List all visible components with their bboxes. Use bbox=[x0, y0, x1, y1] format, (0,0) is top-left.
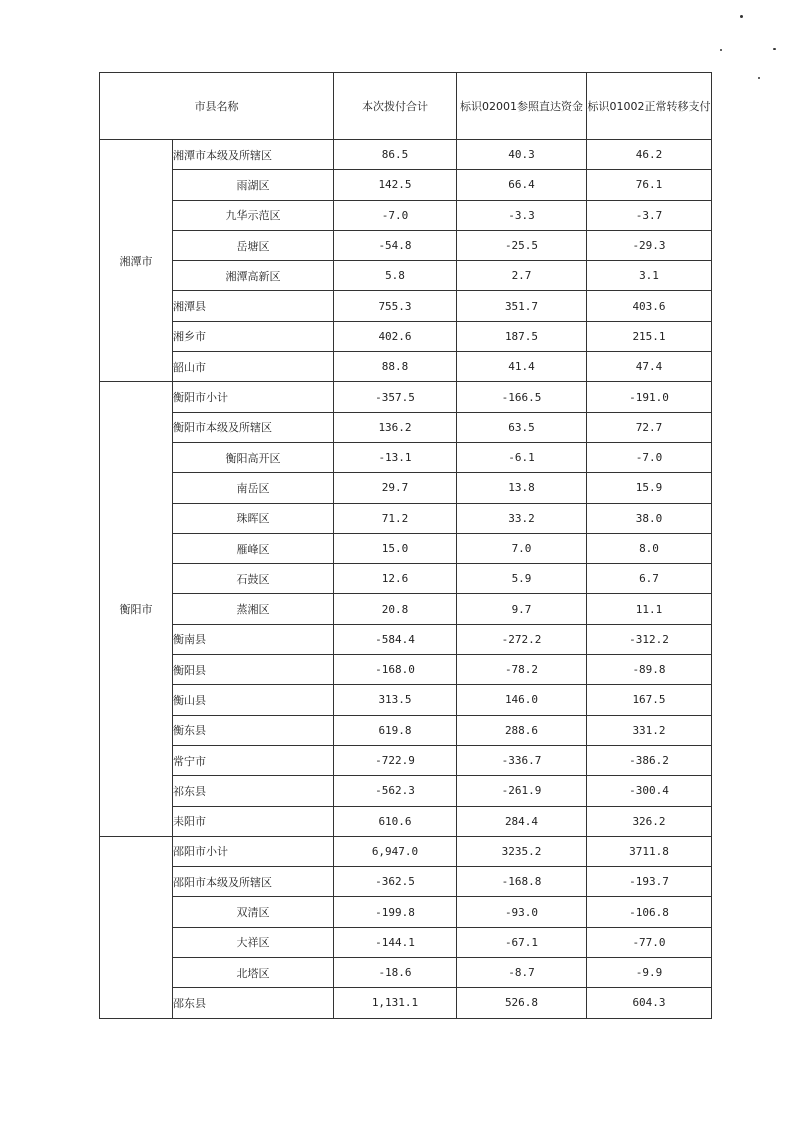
direct-value-cell: 66.4 bbox=[457, 170, 587, 200]
total-value-cell: 610.6 bbox=[334, 806, 457, 836]
total-value-cell: 136.2 bbox=[334, 412, 457, 442]
direct-value-cell: 5.9 bbox=[457, 564, 587, 594]
direct-value-cell: -272.2 bbox=[457, 624, 587, 654]
table-row bbox=[100, 533, 712, 563]
direct-value-cell: 7.0 bbox=[457, 533, 587, 563]
transfer-value-cell: -29.3 bbox=[587, 230, 712, 260]
direct-value-cell: 40.3 bbox=[457, 140, 587, 170]
city-name-cell: 湘潭市 bbox=[100, 140, 173, 382]
district-name-cell: 北塔区 bbox=[173, 958, 334, 988]
table-row bbox=[100, 412, 712, 442]
transfer-value-cell: 47.4 bbox=[587, 352, 712, 382]
transfer-value-cell: 6.7 bbox=[587, 564, 712, 594]
table-row bbox=[100, 442, 712, 472]
transfer-value-cell: 3.1 bbox=[587, 261, 712, 291]
district-name-cell: 珠晖区 bbox=[173, 503, 334, 533]
direct-value-cell: -78.2 bbox=[457, 655, 587, 685]
total-value-cell: 5.8 bbox=[334, 261, 457, 291]
district-name-cell: 衡阳高开区 bbox=[173, 442, 334, 472]
district-name-cell: 祁东县 bbox=[173, 776, 334, 806]
direct-value-cell: 187.5 bbox=[457, 321, 587, 351]
table-row bbox=[100, 624, 712, 654]
total-value-cell: -7.0 bbox=[334, 200, 457, 230]
table-row bbox=[100, 170, 712, 200]
transfer-value-cell: 8.0 bbox=[587, 533, 712, 563]
transfer-value-cell: 46.2 bbox=[587, 140, 712, 170]
district-name-cell: 衡山县 bbox=[173, 685, 334, 715]
direct-value-cell: 9.7 bbox=[457, 594, 587, 624]
district-name-cell: 湘乡市 bbox=[173, 321, 334, 351]
transfer-value-cell: 331.2 bbox=[587, 715, 712, 745]
table-row bbox=[100, 958, 712, 988]
header-direct-funds: 标识02001参照直达资金 bbox=[457, 73, 587, 140]
district-name-cell: 衡阳县 bbox=[173, 655, 334, 685]
total-value-cell: -144.1 bbox=[334, 927, 457, 957]
district-name-cell: 岳塘区 bbox=[173, 230, 334, 260]
district-name-cell: 双清区 bbox=[173, 897, 334, 927]
transfer-value-cell: -7.0 bbox=[587, 442, 712, 472]
table-row bbox=[100, 806, 712, 836]
total-value-cell: 313.5 bbox=[334, 685, 457, 715]
table-row bbox=[100, 745, 712, 775]
header-regular-transfer: 标识01002正常转移支付 bbox=[587, 73, 712, 140]
direct-value-cell: 2.7 bbox=[457, 261, 587, 291]
district-name-cell: 韶山市 bbox=[173, 352, 334, 382]
district-name-cell: 石鼓区 bbox=[173, 564, 334, 594]
city-name-cell bbox=[100, 836, 173, 1018]
table-row bbox=[100, 321, 712, 351]
scan-speck bbox=[758, 77, 760, 79]
district-name-cell: 雨湖区 bbox=[173, 170, 334, 200]
table-row bbox=[100, 897, 712, 927]
total-value-cell: 29.7 bbox=[334, 473, 457, 503]
district-name-cell: 南岳区 bbox=[173, 473, 334, 503]
direct-value-cell: 146.0 bbox=[457, 685, 587, 715]
header-region: 市县名称 bbox=[100, 73, 334, 140]
table-row bbox=[100, 685, 712, 715]
district-name-cell: 雁峰区 bbox=[173, 533, 334, 563]
direct-value-cell: -6.1 bbox=[457, 442, 587, 472]
direct-value-cell: -25.5 bbox=[457, 230, 587, 260]
district-name-cell: 衡阳市本级及所辖区 bbox=[173, 412, 334, 442]
table-row bbox=[100, 200, 712, 230]
district-name-cell: 大祥区 bbox=[173, 927, 334, 957]
total-value-cell: -13.1 bbox=[334, 442, 457, 472]
table-row bbox=[100, 382, 712, 412]
table-row bbox=[100, 230, 712, 260]
total-value-cell: -54.8 bbox=[334, 230, 457, 260]
direct-value-cell: 33.2 bbox=[457, 503, 587, 533]
direct-value-cell: -93.0 bbox=[457, 897, 587, 927]
table-row bbox=[100, 564, 712, 594]
header-total: 本次拨付合计 bbox=[334, 73, 457, 140]
direct-value-cell: 284.4 bbox=[457, 806, 587, 836]
direct-value-cell: 41.4 bbox=[457, 352, 587, 382]
total-value-cell: 1,131.1 bbox=[334, 988, 457, 1018]
direct-value-cell: 351.7 bbox=[457, 291, 587, 321]
table-row bbox=[100, 927, 712, 957]
total-value-cell: 88.8 bbox=[334, 352, 457, 382]
total-value-cell: -168.0 bbox=[334, 655, 457, 685]
total-value-cell: -357.5 bbox=[334, 382, 457, 412]
district-name-cell: 衡南县 bbox=[173, 624, 334, 654]
district-name-cell: 耒阳市 bbox=[173, 806, 334, 836]
transfer-value-cell: 326.2 bbox=[587, 806, 712, 836]
transfer-value-cell: 38.0 bbox=[587, 503, 712, 533]
table-row bbox=[100, 261, 712, 291]
total-value-cell: 12.6 bbox=[334, 564, 457, 594]
district-name-cell: 衡阳市小计 bbox=[173, 382, 334, 412]
district-name-cell: 邵阳市小计 bbox=[173, 836, 334, 866]
total-value-cell: -18.6 bbox=[334, 958, 457, 988]
direct-value-cell: 288.6 bbox=[457, 715, 587, 745]
transfer-value-cell: -9.9 bbox=[587, 958, 712, 988]
total-value-cell: -362.5 bbox=[334, 867, 457, 897]
direct-value-cell: -336.7 bbox=[457, 745, 587, 775]
table-row bbox=[100, 655, 712, 685]
transfer-value-cell: 167.5 bbox=[587, 685, 712, 715]
table-row bbox=[100, 503, 712, 533]
allocation-table bbox=[99, 72, 712, 1019]
transfer-value-cell: 11.1 bbox=[587, 594, 712, 624]
total-value-cell: 142.5 bbox=[334, 170, 457, 200]
table-row bbox=[100, 867, 712, 897]
table-row bbox=[100, 776, 712, 806]
total-value-cell: 6,947.0 bbox=[334, 836, 457, 866]
table-row bbox=[100, 715, 712, 745]
direct-value-cell: -261.9 bbox=[457, 776, 587, 806]
district-name-cell: 衡东县 bbox=[173, 715, 334, 745]
district-name-cell: 蒸湘区 bbox=[173, 594, 334, 624]
total-value-cell: -584.4 bbox=[334, 624, 457, 654]
total-value-cell: 619.8 bbox=[334, 715, 457, 745]
total-value-cell: 15.0 bbox=[334, 533, 457, 563]
transfer-value-cell: -3.7 bbox=[587, 200, 712, 230]
header-row bbox=[100, 73, 712, 140]
table-row bbox=[100, 473, 712, 503]
scan-speck bbox=[740, 15, 743, 18]
table-row bbox=[100, 352, 712, 382]
total-value-cell: 20.8 bbox=[334, 594, 457, 624]
table-row bbox=[100, 594, 712, 624]
district-name-cell: 邵东县 bbox=[173, 988, 334, 1018]
total-value-cell: 71.2 bbox=[334, 503, 457, 533]
transfer-value-cell: -386.2 bbox=[587, 745, 712, 775]
table-row bbox=[100, 836, 712, 866]
district-name-cell: 邵阳市本级及所辖区 bbox=[173, 867, 334, 897]
transfer-value-cell: 604.3 bbox=[587, 988, 712, 1018]
transfer-value-cell: -193.7 bbox=[587, 867, 712, 897]
transfer-value-cell: -312.2 bbox=[587, 624, 712, 654]
total-value-cell: 86.5 bbox=[334, 140, 457, 170]
total-value-cell: 755.3 bbox=[334, 291, 457, 321]
transfer-value-cell: 403.6 bbox=[587, 291, 712, 321]
transfer-value-cell: -300.4 bbox=[587, 776, 712, 806]
transfer-value-cell: -106.8 bbox=[587, 897, 712, 927]
district-name-cell: 九华示范区 bbox=[173, 200, 334, 230]
total-value-cell: -199.8 bbox=[334, 897, 457, 927]
transfer-value-cell: -77.0 bbox=[587, 927, 712, 957]
scan-speck bbox=[720, 49, 722, 51]
direct-value-cell: 3235.2 bbox=[457, 836, 587, 866]
district-name-cell: 湘潭县 bbox=[173, 291, 334, 321]
table-row bbox=[100, 291, 712, 321]
direct-value-cell: -166.5 bbox=[457, 382, 587, 412]
transfer-value-cell: 72.7 bbox=[587, 412, 712, 442]
direct-value-cell: -8.7 bbox=[457, 958, 587, 988]
total-value-cell: -562.3 bbox=[334, 776, 457, 806]
transfer-value-cell: 15.9 bbox=[587, 473, 712, 503]
district-name-cell: 湘潭高新区 bbox=[173, 261, 334, 291]
scan-speck bbox=[773, 48, 776, 50]
total-value-cell: 402.6 bbox=[334, 321, 457, 351]
direct-value-cell: 63.5 bbox=[457, 412, 587, 442]
direct-value-cell: 13.8 bbox=[457, 473, 587, 503]
city-name-cell: 衡阳市 bbox=[100, 382, 173, 836]
transfer-value-cell: 215.1 bbox=[587, 321, 712, 351]
transfer-value-cell: -191.0 bbox=[587, 382, 712, 412]
direct-value-cell: -67.1 bbox=[457, 927, 587, 957]
transfer-value-cell: 76.1 bbox=[587, 170, 712, 200]
table-row bbox=[100, 988, 712, 1018]
district-name-cell: 湘潭市本级及所辖区 bbox=[173, 140, 334, 170]
direct-value-cell: -168.8 bbox=[457, 867, 587, 897]
total-value-cell: -722.9 bbox=[334, 745, 457, 775]
transfer-value-cell: 3711.8 bbox=[587, 836, 712, 866]
district-name-cell: 常宁市 bbox=[173, 745, 334, 775]
table-row bbox=[100, 140, 712, 170]
direct-value-cell: -3.3 bbox=[457, 200, 587, 230]
direct-value-cell: 526.8 bbox=[457, 988, 587, 1018]
transfer-value-cell: -89.8 bbox=[587, 655, 712, 685]
